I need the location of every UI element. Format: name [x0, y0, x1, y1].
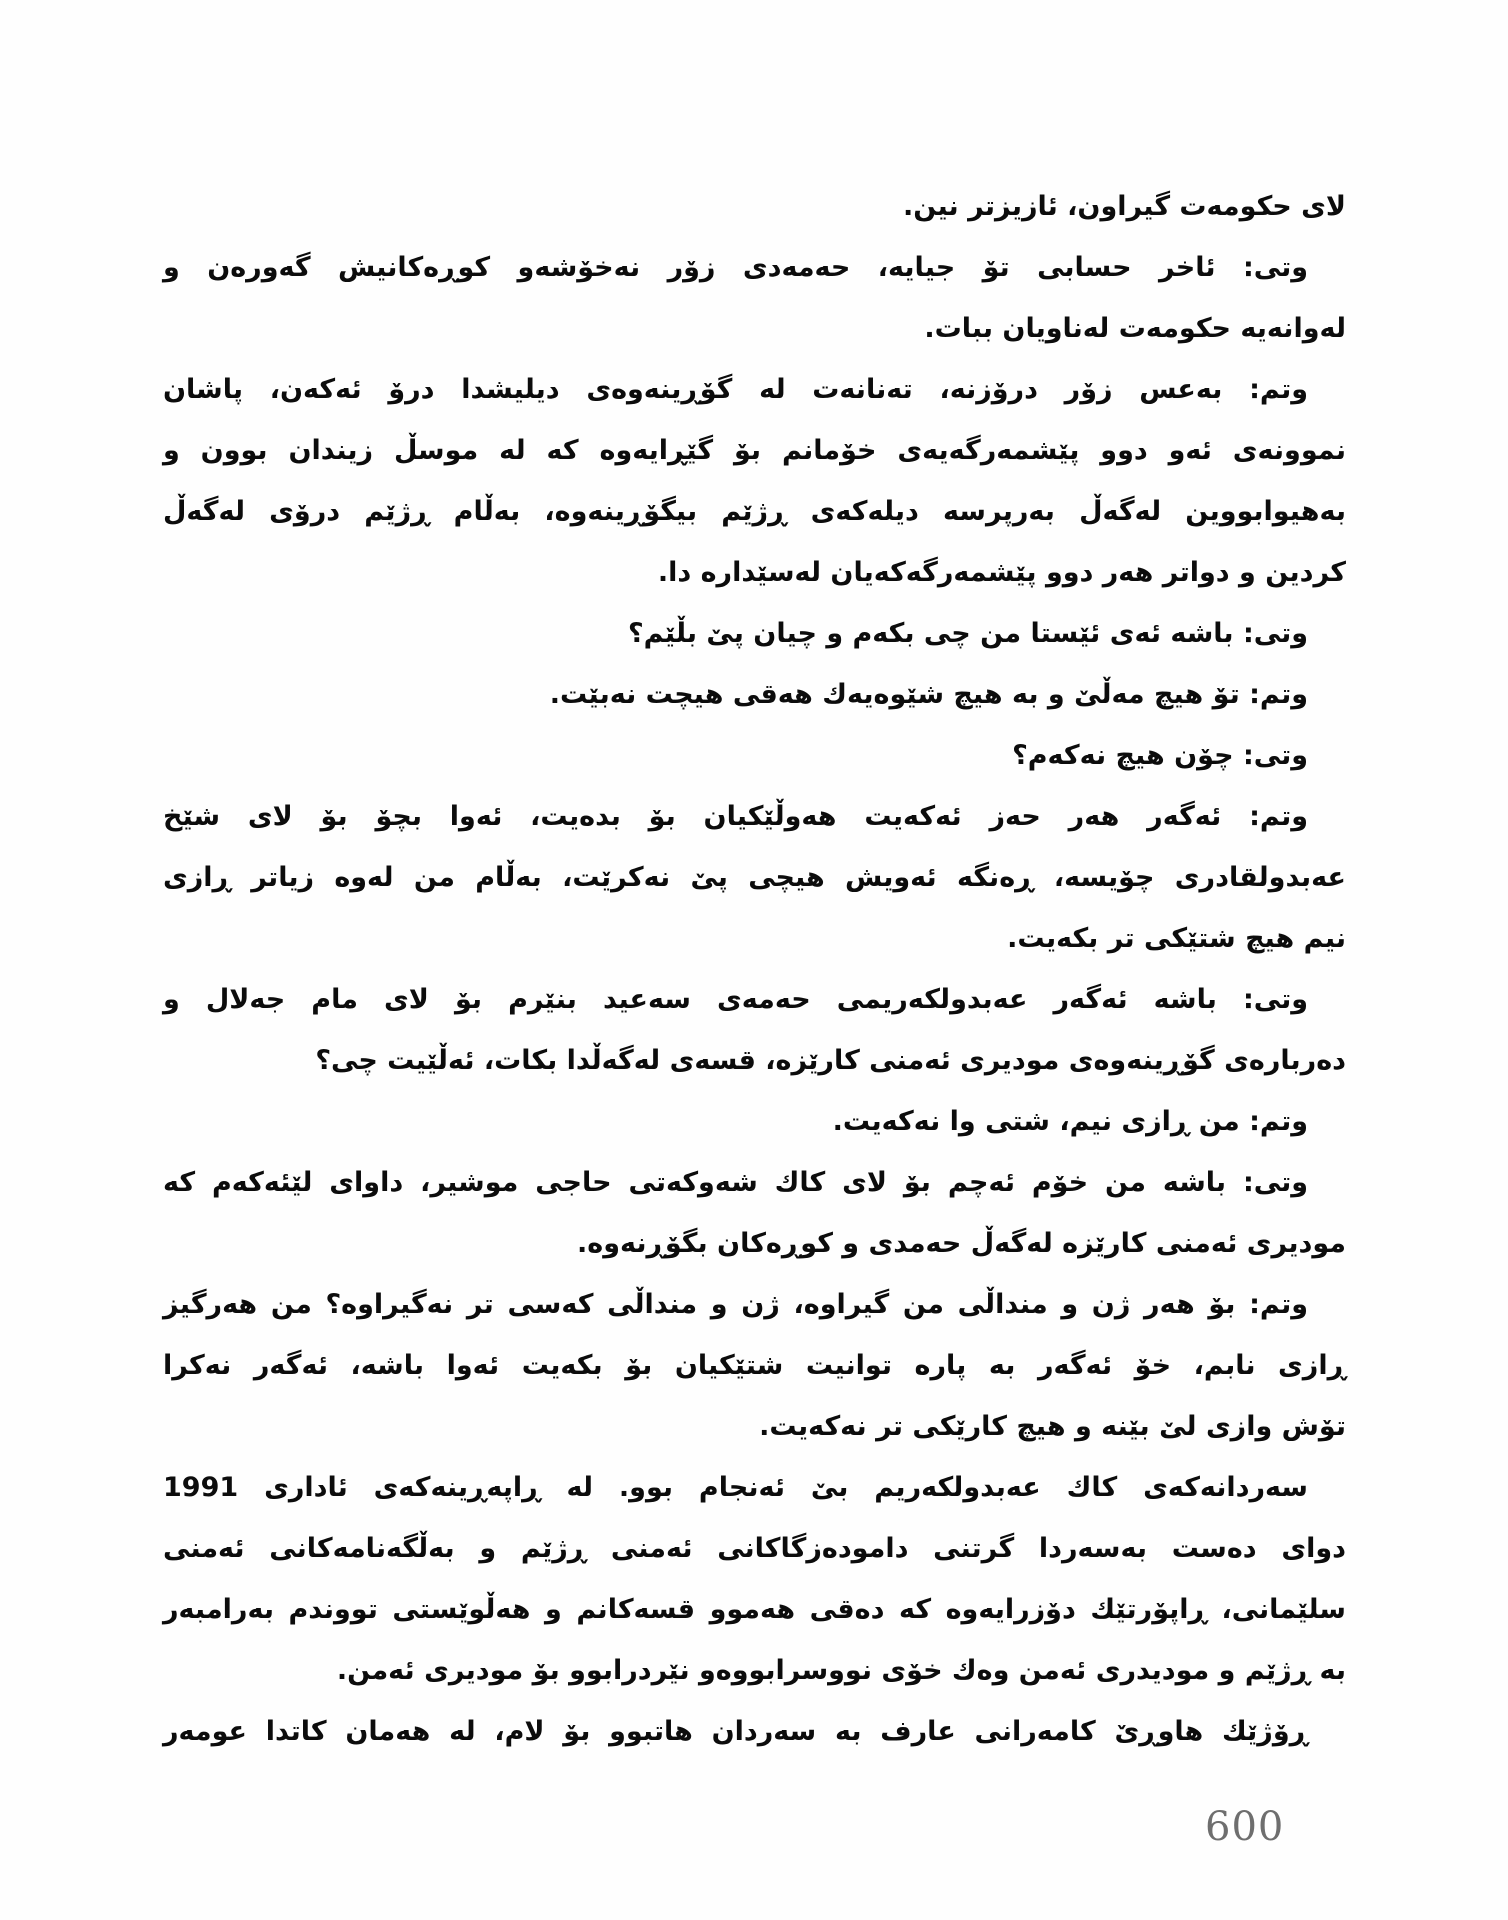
text-line: ڕازی نابم، خۆ ئەگەر بە پارە توانیت شتێکیان بۆ بکەیت ئەوا باشە، ئەگەر نەکرا	[163, 1350, 1346, 1381]
text-line: کردین و دواتر هەر دوو پێشمەرگەکەیان لەسێدارە دا.	[657, 557, 1346, 588]
text-line: لای حکومەت گیراون، ئازیزتر نین.	[902, 191, 1346, 222]
text-line: بەهیوابووین لەگەڵ بەرپرسە دیلەکەی ڕژێم بیگۆڕینەوە، بەڵام ڕژێم درۆی لەگەڵ	[163, 496, 1346, 527]
text-line: وتی: چۆن هیچ نەکەم؟	[1012, 740, 1308, 771]
text-line: دەربارەی گۆڕینەوەی مودیری ئەمنی کارێزە، قسەی لەگەڵدا بکات، ئەڵێیت چی؟	[315, 1045, 1346, 1076]
text-line: وتی: ئاخر حسابی تۆ جیایە، حەمەدی زۆر نەخۆشەو کوڕەکانیش گەورەن و	[163, 252, 1308, 283]
text-line: نیم هیچ شتێکی تر بکەیت.	[1007, 923, 1346, 954]
text-line: مودیری ئەمنی کارێزە لەگەڵ حەمدی و کوڕەکان بگۆڕنەوە.	[577, 1228, 1346, 1259]
text-line: عەبدولقادری چۆیسە، ڕەنگە ئەویش هیچی پێ نەکرێت، بەڵام من لەوە زیاتر ڕازی	[163, 862, 1346, 893]
text-line: وتم: ئەگەر هەر حەز ئەکەیت هەوڵێکیان بۆ بدەیت، ئەوا بچۆ بۆ لای شێخ	[163, 801, 1308, 832]
text-line: سلێمانی، ڕاپۆرتێك دۆزرایەوە کە دەقی هەموو قسەکانم و هەڵوێستی تووندم بەرامبەر	[163, 1594, 1346, 1625]
text-line: وتم: بۆ هەر ژن و منداڵی من گیراوە، ژن و منداڵی کەسی تر نەگیراوە؟ من هەرگیز	[163, 1289, 1308, 1320]
text-line: وتم: من ڕازی نیم، شتی وا نەکەیت.	[832, 1106, 1308, 1137]
text-line: ڕۆژێك هاوڕێ کامەرانی عارف بە سەردان هاتبوو بۆ لام، لە هەمان کاتدا عومەر	[163, 1716, 1308, 1747]
text-line: نموونەی ئەو دوو پێشمەرگەیەی خۆمانم بۆ گێڕایەوە کە لە موسڵ زیندان بوون و	[163, 435, 1346, 466]
text-line: وتم: تۆ هیچ مەڵێ و بە هیچ شێوەیەك هەقی هیچت نەبێت.	[549, 679, 1308, 710]
text-line: وتی: باشە ئەگەر عەبدولکەریمی حەمەی سەعید بنێرم بۆ لای مام جەلال و	[163, 984, 1308, 1015]
text-line: لەوانەیە حکومەت لەناویان ببات.	[924, 313, 1346, 344]
text-line: وتم: بەعس زۆر درۆزنە، تەنانەت لە گۆڕینەوەی دیلیشدا درۆ ئەکەن، پاشان	[163, 374, 1308, 405]
text-line: تۆش وازی لێ بێنە و هیچ کارێکی تر نەکەیت.	[759, 1411, 1346, 1442]
text-line: سەردانەکەی کاك عەبدولکەریم بێ ئەنجام بوو. لە ڕاپەڕینەکەی ئاداری 1991	[163, 1472, 1308, 1503]
text-line: وتی: باشە ئەی ئێستا من چی بکەم و چیان پێ بڵێم؟	[628, 618, 1308, 649]
text-block	[163, 176, 1346, 1762]
text-line: بە ڕژێم و مودیدری ئەمن وەك خۆی نووسرابووەو نێردرابوو بۆ مودیری ئەمن.	[336, 1655, 1346, 1686]
text-line: دوای دەست بەسەردا گرتنی دامودەزگاکانی ئەمنی ڕژێم و بەڵگەنامەکانی ئەمنی	[163, 1533, 1346, 1564]
page-number: 600	[1205, 1804, 1285, 1850]
text-line: وتی: باشە من خۆم ئەچم بۆ لای کاك شەوکەتی حاجی موشیر، داوای لێئەکەم کە	[163, 1167, 1308, 1198]
